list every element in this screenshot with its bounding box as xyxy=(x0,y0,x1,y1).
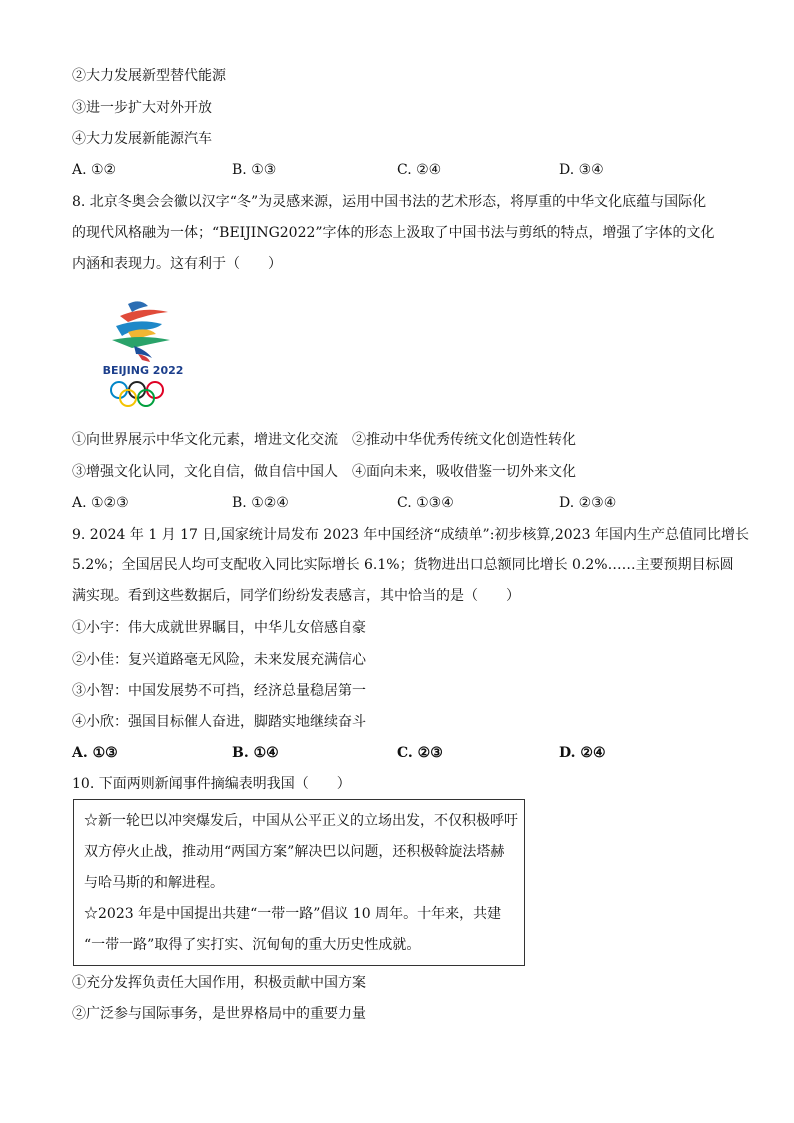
q8-items-line-1: ①向世界展示中华文化元素，增进文化交流 ②推动中华优秀传统文化创造性转化 xyxy=(72,432,576,448)
q7-item-4: ④大力发展新能源汽车 xyxy=(72,131,212,147)
emblem-text: BEIJING 2022 xyxy=(102,364,184,377)
winter-olympics-emblem-icon xyxy=(98,296,188,414)
q9-option-d[interactable]: D. ②④ xyxy=(559,745,606,761)
news-box-line-2: 双方停火止战，推动用“两国方案”解决巴以问题，还积极斡旋法塔赫 xyxy=(84,844,505,860)
q8-stem-line-1: 8. 北京冬奥会会徽以汉字“冬”为灵感来源，运用中国书法的艺术形态，将厚重的中华文化底蕴与国际化 xyxy=(72,194,707,210)
q8-option-d[interactable]: D. ②③④ xyxy=(559,495,617,511)
q8-stem-line-2: 的现代风格融为一体；“BEIJING2022”字体的形态上汲取了中国书法与剪纸的特点，增强了字体的文化 xyxy=(72,225,715,241)
beijing-2022-emblem xyxy=(98,296,188,414)
q8-option-b[interactable]: B. ①②④ xyxy=(232,495,289,511)
q9-option-a[interactable]: A. ①③ xyxy=(72,745,118,761)
q9-item-3: ③小智：中国发展势不可挡，经济总量稳居第一 xyxy=(72,683,366,699)
q7-option-a[interactable]: A. ①② xyxy=(72,162,117,178)
q8-option-a[interactable]: A. ①②③ xyxy=(72,495,129,511)
news-box-line-3: 与哈马斯的和解进程。 xyxy=(84,875,224,891)
news-box-line-5: “一带一路”取得了实打实、沉甸甸的重大历史性成就。 xyxy=(84,937,421,953)
q7-item-2: ②大力发展新型替代能源 xyxy=(72,68,226,84)
q7-option-c[interactable]: C. ②④ xyxy=(397,162,442,178)
q8-options xyxy=(72,493,732,513)
q7-options xyxy=(72,160,732,180)
q9-stem-line-3: 满实现。看到这些数据后，同学们纷纷发表感言，其中恰当的是（ ） xyxy=(72,588,520,604)
q9-option-c[interactable]: C. ②③ xyxy=(397,745,443,761)
news-excerpt-box xyxy=(73,799,525,966)
q7-option-d[interactable]: D. ③④ xyxy=(559,162,604,178)
q9-item-1: ①小宇：伟大成就世界瞩目，中华儿女倍感自豪 xyxy=(72,620,366,636)
q9-stem-line-2: 5.2%；全国居民人均可支配收入同比实际增长 6.1%；货物进出口总额同比增长 0.2%……主要预期目标圆 xyxy=(72,557,734,573)
q8-items-line-2: ③增强文化认同，文化自信，做自信中国人 ④面向未来，吸收借鉴一切外来文化 xyxy=(72,464,576,480)
news-box-line-1: ☆新一轮巴以冲突爆发后，中国从公平正义的立场出发，不仅积极呼吁 xyxy=(84,813,518,829)
q9-option-b[interactable]: B. ①④ xyxy=(232,745,279,761)
q8-option-c[interactable]: C. ①③④ xyxy=(397,495,454,511)
news-box-line-4: ☆2023 年是中国提出共建“一带一路”倡议 10 周年。十年来，共建 xyxy=(84,906,502,922)
q9-stem-line-1: 9. 2024 年 1 月 17 日,国家统计局发布 2023 年中国经济“成绩单”:初步核算,2023 年国内生产总值同比增长 xyxy=(72,527,749,543)
q7-option-b[interactable]: B. ①③ xyxy=(232,162,277,178)
q8-stem-line-3: 内涵和表现力。这有利于（ ） xyxy=(72,256,282,272)
q7-item-3: ③进一步扩大对外开放 xyxy=(72,100,212,116)
q10-item-2: ②广泛参与国际事务，是世界格局中的重要力量 xyxy=(72,1006,366,1022)
q9-item-4: ④小欣：强国目标催人奋进，脚踏实地继续奋斗 xyxy=(72,714,366,730)
q9-options xyxy=(72,743,732,763)
q9-item-2: ②小佳：复兴道路毫无风险，未来发展充满信心 xyxy=(72,652,366,668)
q10-stem: 10. 下面两则新闻事件摘编表明我国（ ） xyxy=(72,776,351,792)
q10-item-1: ①充分发挥负责任大国作用，积极贡献中国方案 xyxy=(72,975,366,991)
